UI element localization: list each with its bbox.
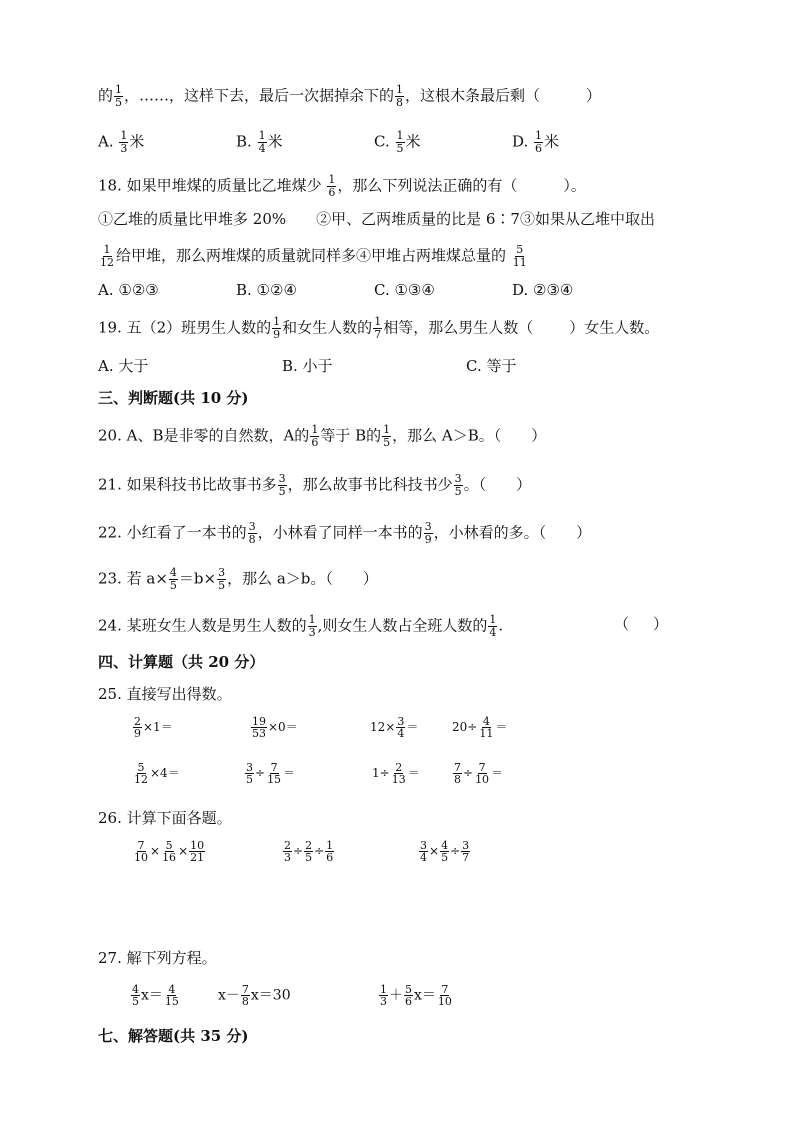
- q17-option-a[interactable]: A. $\frac{1}{3}$ 米: [98, 129, 145, 155]
- q24-question: 24. 某班女生人数是男生人数的 $\frac{1}{3}$ ,则女生人数占全班人数的 $\frac{1}{4}$ .: [98, 613, 504, 639]
- section-heading-calculation: 四、计算题（共 20 分）: [98, 653, 265, 671]
- q19-option-a[interactable]: A. 大于: [98, 357, 149, 375]
- q27-title: 27. 解下列方程。: [98, 949, 217, 967]
- q27-equation-3: $\frac{1}{3}$ ＋ $\frac{5}{6}$ x＝ $\frac{7}{10}$: [380, 983, 452, 1008]
- q25-item-8: $\frac{7}{8}$ ÷ $\frac{7}{10}$ ＝: [454, 761, 504, 786]
- q27-equation-1: $\frac{4}{5}$ x＝ $\frac{4}{15}$: [132, 983, 179, 1008]
- section-heading-word-problems: 七、解答题(共 35 分): [98, 1027, 249, 1045]
- q25-item-6: $\frac{3}{5}$ ÷ $\frac{7}{15}$ ＝: [246, 761, 296, 786]
- q23-question: 23. 若 a× $\frac{4}{5}$ ＝b× $\frac{3}{5}$ ，那么 a＞b。（ ）: [98, 566, 378, 592]
- q26-expression-2: $\frac{2}{3}$ ÷ $\frac{2}{5}$ ÷ $\frac{1}{6}$: [284, 839, 334, 864]
- q25-item-1: $\frac{2}{9}$ ×1＝: [134, 715, 173, 740]
- section-heading-judgement: 三、判断题(共 10 分): [98, 389, 249, 407]
- q25-item-2: $\frac{19}{53}$ ×0＝: [252, 715, 298, 740]
- q25-item-7: 1÷ $\frac{2}{13}$ ＝: [372, 761, 420, 786]
- q25-item-5: $\frac{5}{12}$ ×4＝: [134, 761, 180, 786]
- q24-answer-bracket[interactable]: （ ）: [614, 615, 669, 633]
- q18-option-a[interactable]: A. ①②③: [98, 281, 159, 299]
- q18-question: 18. 如果甲堆煤的质量比乙堆煤少 $\frac{1}{6}$ ，那么下列说法正确的有（ ）。: [98, 173, 586, 199]
- q18-option-c[interactable]: C. ①③④: [374, 281, 435, 299]
- q18-statements-line1: ①乙堆的质量比甲堆多 20% ②甲、乙两堆质量的比是 6∶7③如果从乙堆中取出: [98, 210, 655, 228]
- q19-question: 19. 五（2）班男生人数的 $\frac{1}{9}$ 和女生人数的 $\frac{1}{7}$ 相等，那么男生人数（ ）女生人数。: [98, 315, 660, 341]
- q17-option-b[interactable]: B. $\frac{1}{4}$ 米: [236, 129, 283, 155]
- q21-question: 21. 如果科技书比故事书多 $\frac{3}{5}$ ，那么故事书比科技书少 $\frac{3}{5}$ 。（ ）: [98, 472, 532, 498]
- q18-option-d[interactable]: D. ②③④: [512, 281, 574, 299]
- q26-expression-1: $\frac{7}{10}$ × $\frac{5}{16}$ × $\frac{10}{21}$: [134, 839, 205, 864]
- q19-option-c[interactable]: C. 等于: [466, 357, 517, 375]
- q27-equation-2: x－ $\frac{7}{8}$ x＝30: [218, 983, 291, 1008]
- q25-title: 25. 直接写出得数。: [98, 685, 232, 703]
- q19-option-b[interactable]: B. 小于: [282, 357, 333, 375]
- fraction: $\frac{1}{5}$: [115, 83, 123, 109]
- q18-option-b[interactable]: B. ①②④: [236, 281, 297, 299]
- q18-statements-line2: $\frac{1}{12}$ 给甲堆，那么两堆煤的质量就同样多④甲堆占两堆煤总量的 $\frac{5}{11}$: [100, 243, 527, 269]
- q17-line: 的 $\frac{1}{5}$ ，……，这样下去，最后一次据掉余下的 $\frac{1}{8}$ ，这根木条最后剩（ ）: [98, 83, 602, 109]
- q25-item-4: 20÷ $\frac{4}{11}$ ＝: [452, 715, 508, 740]
- fraction: $\frac{1}{8}$: [396, 83, 404, 109]
- q25-item-3: 12× $\frac{3}{4}$ ＝: [370, 715, 419, 740]
- q17-option-d[interactable]: D. $\frac{1}{6}$ 米: [512, 129, 560, 155]
- q20-question: 20. A、B是非零的自然数，A的 $\frac{1}{6}$ 等于 B的 $\frac{1}{5}$ ，那么 A＞B。（ ）: [98, 423, 547, 449]
- q26-title: 26. 计算下面各题。: [98, 809, 232, 827]
- q26-expression-3: $\frac{3}{4}$ × $\frac{4}{5}$ ÷ $\frac{3}{7}$: [420, 839, 470, 864]
- q22-question: 22. 小红看了一本书的 $\frac{3}{8}$ ，小林看了同样一本书的 $\frac{3}{9}$ ，小林看的多。（ ）: [98, 520, 592, 546]
- q17-option-c[interactable]: C. $\frac{1}{5}$ 米: [374, 129, 421, 155]
